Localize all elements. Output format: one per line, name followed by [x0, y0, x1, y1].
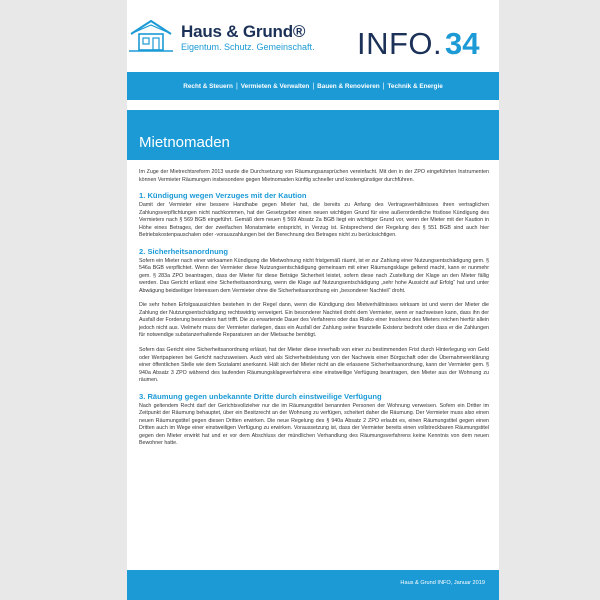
- page-title: Mietnomaden: [139, 134, 230, 152]
- info-label: INFO.: [357, 26, 443, 61]
- section-2-paragraph-2: Die sehr hohen Erfolgsaussichten bestehen in der Regel dann, wenn die Kündigung des Mietverhältnisses wirksam ist und wenn der Mieter die Zahlung der Nutzungsentschädigung rechtswidrig verweigert. Ein besonderer Nachteil droht dem Vermieter, wenn er nachweisen kann, dass ihn der Ausfall der Forderung besonders hart trifft. Die zu erwartende Dauer des Verfahrens oder das Risiko einer Insolvenz des Mieters reichen hierfür allein jedoch nicht aus. Vielmehr muss der Vermieter darlegen, dass ein Ausfall der Zahlung seine finanzielle Existenz bedroht oder dass er die Zahlungen für notwendige substanzerhaltende Reparaturen an der Mietsache benötigt.: [139, 302, 489, 339]
- nav-separator: |: [312, 82, 315, 90]
- brand-name: Haus & Grund®: [181, 22, 306, 41]
- title-band: [127, 110, 499, 160]
- section-heading-1: 1. Kündigung wegen Verzuges mit der Kaution: [139, 191, 307, 201]
- section-2-paragraph-3: Sofern das Gericht eine Sicherheitsanordnung erlässt, hat der Mieter diese innerhalb von einer zu bestimmenden Frist durch Hinterlegung von Geld oder Wertpapieren bei Gericht nachzuweisen. Auch wird als Sicherheitsleistung von der Nachweis einer Bürgschaft oder die Übernahmeerklärung einer öffentlichen Stelle wie dem Sozialamt anerkannt. Hält sich der Mieter nicht an die erlassene Sicherheitsanordnung, kann der Vermieter gem. § 940a Absatz 3 ZPO während des laufenden Räumungsklageverfahrens eine einstweilige Verfügung beantragen, den Mieter aus der Wohnung zu räumen.: [139, 346, 489, 384]
- article-body: [139, 169, 489, 455]
- category-nav: [127, 72, 499, 100]
- section-1-paragraph: Damit der Vermieter eine bessere Handhabe gegen Mieter hat, die bereits zu Anfang des Vertragsverhältnisses ihren vertraglichen Zahlungsverpflichtungen nicht nachkommen, hat der Gesetzgeber einen neuen wichtigen Grund für eine außerordentliche fristlose Kündigung des Vermieters nach § 569 BGB eingeführt. Gemäß dem neuen § 569 Absatz 2a BGB liegt ein wichtiger Grund vor, wenn der Mieter mit der Kaution in Höhe eines Betrages, der der zweifachen Monatsmiete entspricht, in Verzug ist. Entsprechend der Regelung des § 551 BGB sind auch hier Betriebskostenpauschalen oder -vorauszahlungen bei der Berechnung des Betrages nicht zu berücksichtigen.: [139, 202, 489, 239]
- footer: [127, 570, 499, 600]
- nav-item-recht-steuern[interactable]: Recht & Steuern: [183, 82, 233, 90]
- nav-separator: |: [382, 82, 385, 90]
- intro-paragraph: Im Zuge der Mietrechtsreform 2013 wurde die Durchsetzung von Räumungsansprüchen vereinfacht. Mit den in der ZPO eingeführten Instrumenten können Vermieter Räumungen insbesondere gegen Mietnomaden künftig schneller und kostengünstiger durchführen.: [139, 169, 489, 183]
- footer-text: Haus & Grund INFO, Januar 2019: [400, 580, 485, 586]
- header: [127, 0, 499, 72]
- section-heading-2: 2. Sicherheitsanordnung: [139, 246, 229, 256]
- brand-tagline: Eigentum. Schutz. Gemeinschaft.: [181, 42, 315, 52]
- nav-item-bauen-renovieren[interactable]: Bauen & Renovieren: [317, 82, 380, 90]
- section-heading-3: 3. Räumung gegen unbekannte Dritte durch einstweilige Verfügung: [139, 391, 382, 401]
- nav-item-vermieten-verwalten[interactable]: Vermieten & Verwalten: [240, 82, 310, 90]
- house-logo-icon: [127, 18, 175, 54]
- section-3-paragraph: Nach geltendem Recht darf der Gerichtsvollzieher nur die im Räumungstitel benannten Personen der Wohnung verweisen. Sofern ein Dritter im Zeitpunkt der Räumung behauptet, über ein Besitzrecht an der Wohnung zu verfügen, scheitert daher die Räumung. Der Vermieter muss also einen neuen Räumungstitel gegen diesen Dritten erwirken. Die neue Regelung des § 940a Absatz 2 ZPO erlaubt es, einen Räumungstitel gegen einen Dritten auch im Wege einer einstweiligen Verfügung zu erwirken. Voraussetzung ist, dass der Vermieter bereits einen vollstreckbaren Räumungstitel gegen den Mieter erwirkt hat und er vor dem Abschluss der mündlichen Verhandlung des Räumungsverfahrens keine Kenntnis von dem neuen Bewohner hatte.: [139, 402, 489, 447]
- nav-item-technik-energie[interactable]: Technik & Energie: [387, 82, 443, 90]
- section-2-paragraph-1: Sofern ein Mieter nach einer wirksamen Kündigung die Mietwohnung nicht fristgemäß räumt, ist er zur Zahlung einer Nutzungsentschädigung gem. § 546a BGB verpflichtet. Wenn der Vermieter diese Nutzungsentschädigung gemeinsam mit einer Räumungsklage geltend macht, kann er nunmehr gem. § 283a ZPO beantragen, dass der Mieter für diese Beträge Sicherheit leistet, sofern diese nach Zustellung der Klage an den Mieter fällig werden. Das Gericht erlässt eine Sicherheitsanordnung, wenn die Klage auf Nutzungsentschädigung „sehr hohe Aussicht auf Erfolg“ hat und unter Abwägung beidseitiger Interessen dem Vermieter ohne die Sicherheitsanordnung ein „besonderer Nachteil“ droht.: [139, 257, 489, 294]
- nav-separator: |: [235, 82, 238, 90]
- document-page: [127, 0, 499, 600]
- info-number: 34: [445, 26, 480, 61]
